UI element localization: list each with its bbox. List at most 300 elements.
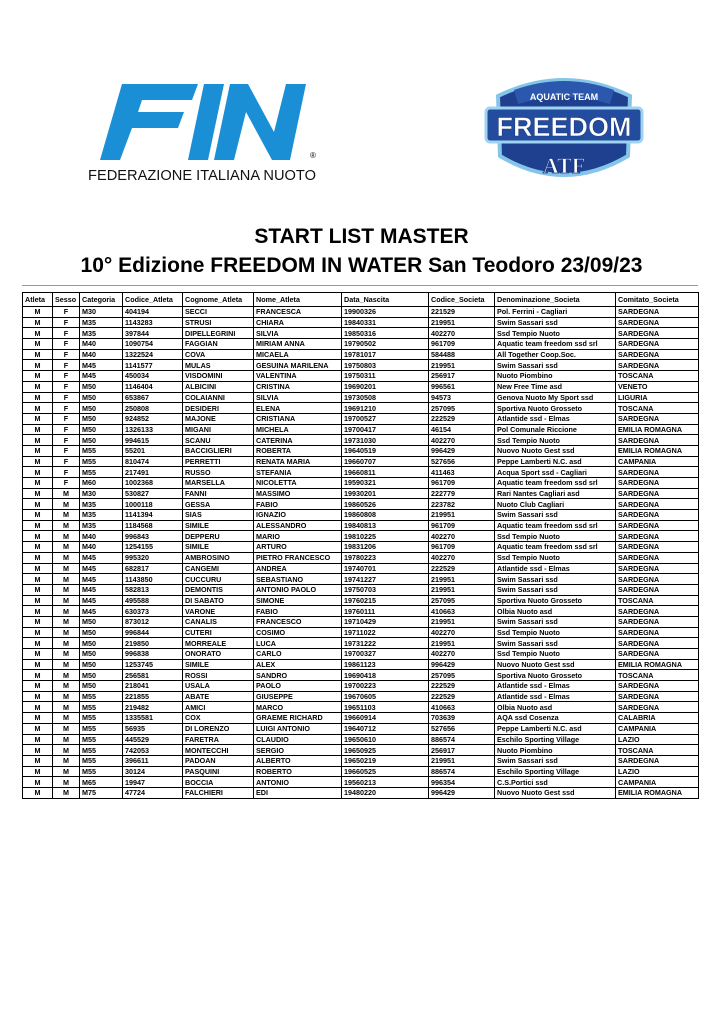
codice-atleta-cell: 47724: [123, 787, 183, 798]
codice-societa-cell: 584488: [429, 349, 495, 360]
comitato-cell: CAMPANIA: [616, 723, 699, 734]
categoria-cell: M45: [80, 595, 123, 606]
comitato-cell: LAZIO: [616, 734, 699, 745]
societa-cell: Ssd Tempio Nuoto: [495, 435, 616, 446]
data-nascita-cell: 19780223: [342, 552, 429, 563]
categoria-cell: M55: [80, 467, 123, 478]
data-nascita-cell: 19700527: [342, 413, 429, 424]
codice-atleta-cell: 996838: [123, 649, 183, 660]
cognome-cell: BACCIGLIERI: [183, 445, 254, 456]
table-row: [23, 542, 699, 553]
cognome-cell: DI SABATO: [183, 595, 254, 606]
sesso-cell: M: [53, 638, 80, 649]
categoria-cell: M30: [80, 307, 123, 318]
atleta-cell: M: [23, 723, 53, 734]
cognome-cell: GESSA: [183, 499, 254, 510]
table-row: [23, 691, 699, 702]
data-nascita-cell: 19781017: [342, 349, 429, 360]
nome-cell: ALEX: [254, 659, 342, 670]
codice-societa-cell: 219951: [429, 638, 495, 649]
table-row: [23, 456, 699, 467]
table-row: [23, 520, 699, 531]
sesso-cell: M: [53, 777, 80, 788]
nome-cell: SIMONE: [254, 595, 342, 606]
codice-atleta-cell: 396611: [123, 755, 183, 766]
codice-societa-cell: 256917: [429, 371, 495, 382]
codice-atleta-cell: 256581: [123, 670, 183, 681]
sesso-cell: M: [53, 766, 80, 777]
sesso-cell: M: [53, 702, 80, 713]
societa-cell: Atlantide ssd - Elmas: [495, 413, 616, 424]
categoria-cell: M40: [80, 531, 123, 542]
societa-cell: Ssd Tempio Nuoto: [495, 627, 616, 638]
atleta-cell: M: [23, 606, 53, 617]
cognome-cell: DEMONTIS: [183, 584, 254, 595]
cognome-cell: MULAS: [183, 360, 254, 371]
nome-cell: RENATA MARIA: [254, 456, 342, 467]
societa-cell: Eschilo Sporting Village: [495, 766, 616, 777]
cognome-cell: DESIDERI: [183, 403, 254, 414]
codice-atleta-cell: 1326133: [123, 424, 183, 435]
codice-societa-cell: 219951: [429, 360, 495, 371]
table-row: [23, 681, 699, 692]
start-list-table: [22, 292, 699, 799]
table-row: [23, 787, 699, 798]
atleta-cell: M: [23, 627, 53, 638]
categoria-cell: M45: [80, 584, 123, 595]
table-row: [23, 307, 699, 318]
codice-societa-cell: 961709: [429, 520, 495, 531]
categoria-cell: M55: [80, 723, 123, 734]
nome-cell: FABIO: [254, 606, 342, 617]
title-divider: [22, 285, 698, 286]
atleta-cell: M: [23, 478, 53, 489]
cognome-cell: COLAIANNI: [183, 392, 254, 403]
comitato-cell: TOSCANA: [616, 403, 699, 414]
codice-atleta-cell: 1322524: [123, 349, 183, 360]
sesso-cell: M: [53, 552, 80, 563]
data-nascita-cell: 19900326: [342, 307, 429, 318]
atleta-cell: M: [23, 595, 53, 606]
sesso-cell: M: [53, 616, 80, 627]
sesso-cell: M: [53, 531, 80, 542]
nome-cell: MASSIMO: [254, 488, 342, 499]
fin-logo: [88, 76, 328, 186]
atleta-cell: M: [23, 424, 53, 435]
nome-cell: ANDREA: [254, 563, 342, 574]
table-row: [23, 649, 699, 660]
column-header: Atleta: [23, 293, 53, 307]
nome-cell: STEFANIA: [254, 467, 342, 478]
societa-cell: Atlantide ssd - Elmas: [495, 563, 616, 574]
societa-cell: Olbia Nuoto asd: [495, 702, 616, 713]
table-row: [23, 381, 699, 392]
nome-cell: VALENTINA: [254, 371, 342, 382]
codice-atleta-cell: 55201: [123, 445, 183, 456]
codice-societa-cell: 410663: [429, 606, 495, 617]
societa-cell: Swim Sassari ssd: [495, 574, 616, 585]
nome-cell: CATERINA: [254, 435, 342, 446]
comitato-cell: SARDEGNA: [616, 488, 699, 499]
codice-societa-cell: 222779: [429, 488, 495, 499]
table-row: [23, 424, 699, 435]
codice-societa-cell: 961709: [429, 339, 495, 350]
codice-societa-cell: 223782: [429, 499, 495, 510]
data-nascita-cell: 19640519: [342, 445, 429, 456]
nome-cell: CARLO: [254, 649, 342, 660]
comitato-cell: SARDEGNA: [616, 307, 699, 318]
societa-cell: Swim Sassari ssd: [495, 360, 616, 371]
societa-cell: Eschilo Sporting Village: [495, 734, 616, 745]
table-row: [23, 467, 699, 478]
atleta-cell: M: [23, 755, 53, 766]
comitato-cell: SARDEGNA: [616, 349, 699, 360]
sesso-cell: M: [53, 488, 80, 499]
atleta-cell: M: [23, 392, 53, 403]
table-row: [23, 552, 699, 563]
cognome-cell: MIGANI: [183, 424, 254, 435]
data-nascita-cell: 19660914: [342, 713, 429, 724]
table-row: [23, 627, 699, 638]
comitato-cell: SARDEGNA: [616, 755, 699, 766]
atleta-cell: M: [23, 766, 53, 777]
codice-atleta-cell: 1335581: [123, 713, 183, 724]
comitato-cell: TOSCANA: [616, 595, 699, 606]
codice-atleta-cell: 873012: [123, 616, 183, 627]
nome-cell: MICHELA: [254, 424, 342, 435]
societa-cell: Atlantide ssd - Elmas: [495, 681, 616, 692]
nome-cell: ANTONIO PAOLO: [254, 584, 342, 595]
data-nascita-cell: 19700417: [342, 424, 429, 435]
sesso-cell: M: [53, 670, 80, 681]
codice-atleta-cell: 682817: [123, 563, 183, 574]
societa-cell: Swim Sassari ssd: [495, 616, 616, 627]
codice-societa-cell: 219951: [429, 317, 495, 328]
codice-societa-cell: 402270: [429, 649, 495, 660]
table-row: [23, 595, 699, 606]
codice-atleta-cell: 56935: [123, 723, 183, 734]
cognome-cell: AMBROSINO: [183, 552, 254, 563]
codice-societa-cell: 219951: [429, 510, 495, 521]
categoria-cell: M50: [80, 649, 123, 660]
cognome-cell: ROSSI: [183, 670, 254, 681]
sesso-cell: F: [53, 467, 80, 478]
cognome-cell: PADOAN: [183, 755, 254, 766]
document-title: START LIST MASTER: [254, 225, 469, 248]
codice-atleta-cell: 221855: [123, 691, 183, 702]
categoria-cell: M50: [80, 381, 123, 392]
codice-atleta-cell: 445529: [123, 734, 183, 745]
table-row: [23, 713, 699, 724]
data-nascita-cell: 19700223: [342, 681, 429, 692]
codice-atleta-cell: 218041: [123, 681, 183, 692]
categoria-cell: M45: [80, 574, 123, 585]
comitato-cell: SARDEGNA: [616, 520, 699, 531]
codice-atleta-cell: 630373: [123, 606, 183, 617]
codice-societa-cell: 996429: [429, 659, 495, 670]
categoria-cell: M50: [80, 413, 123, 424]
table-row: [23, 616, 699, 627]
nome-cell: ROBERTA: [254, 445, 342, 456]
codice-societa-cell: 257095: [429, 595, 495, 606]
nome-cell: SILVIA: [254, 392, 342, 403]
cognome-cell: FALCHIERI: [183, 787, 254, 798]
societa-cell: Ssd Tempio Nuoto: [495, 328, 616, 339]
societa-cell: Nuoto Club Cagliari: [495, 499, 616, 510]
codice-societa-cell: 527656: [429, 456, 495, 467]
data-nascita-cell: 19690201: [342, 381, 429, 392]
codice-societa-cell: 402270: [429, 435, 495, 446]
codice-societa-cell: 411463: [429, 467, 495, 478]
atleta-cell: M: [23, 413, 53, 424]
societa-cell: Nuovo Nuoto Gest ssd: [495, 659, 616, 670]
nome-cell: ELENA: [254, 403, 342, 414]
categoria-cell: M50: [80, 424, 123, 435]
table-row: [23, 349, 699, 360]
categoria-cell: M50: [80, 638, 123, 649]
categoria-cell: M60: [80, 478, 123, 489]
data-nascita-cell: 19760111: [342, 606, 429, 617]
categoria-cell: M40: [80, 542, 123, 553]
comitato-cell: CAMPANIA: [616, 777, 699, 788]
comitato-cell: LIGURIA: [616, 392, 699, 403]
table-row: [23, 574, 699, 585]
comitato-cell: TOSCANA: [616, 371, 699, 382]
cognome-cell: VARONE: [183, 606, 254, 617]
codice-societa-cell: 402270: [429, 531, 495, 542]
table-row: [23, 734, 699, 745]
freedom-name: FREEDOM: [496, 112, 632, 142]
codice-atleta-cell: 995320: [123, 552, 183, 563]
sesso-cell: F: [53, 424, 80, 435]
comitato-cell: SARDEGNA: [616, 574, 699, 585]
table-row: [23, 339, 699, 350]
sesso-cell: M: [53, 542, 80, 553]
data-nascita-cell: 19860526: [342, 499, 429, 510]
data-nascita-cell: 19670605: [342, 691, 429, 702]
categoria-cell: M50: [80, 627, 123, 638]
sesso-cell: M: [53, 787, 80, 798]
nome-cell: MARCO: [254, 702, 342, 713]
categoria-cell: M55: [80, 734, 123, 745]
societa-cell: Sportiva Nuoto Grosseto: [495, 670, 616, 681]
data-nascita-cell: 19731222: [342, 638, 429, 649]
categoria-cell: M50: [80, 681, 123, 692]
table-row: [23, 563, 699, 574]
codice-atleta-cell: 1143850: [123, 574, 183, 585]
data-nascita-cell: 19691210: [342, 403, 429, 414]
data-nascita-cell: 19741227: [342, 574, 429, 585]
codice-societa-cell: 961709: [429, 478, 495, 489]
codice-societa-cell: 402270: [429, 627, 495, 638]
codice-atleta-cell: 1143283: [123, 317, 183, 328]
codice-societa-cell: 402270: [429, 328, 495, 339]
fin-registered-mark: ®: [310, 151, 316, 160]
table-row: [23, 403, 699, 414]
sesso-cell: M: [53, 755, 80, 766]
sesso-cell: M: [53, 681, 80, 692]
codice-societa-cell: 886574: [429, 734, 495, 745]
comitato-cell: SARDEGNA: [616, 467, 699, 478]
cognome-cell: STRUSI: [183, 317, 254, 328]
sesso-cell: M: [53, 745, 80, 756]
table-row: [23, 702, 699, 713]
nome-cell: MIRIAM ANNA: [254, 339, 342, 350]
table-row: [23, 413, 699, 424]
comitato-cell: SARDEGNA: [616, 531, 699, 542]
categoria-cell: M35: [80, 499, 123, 510]
data-nascita-cell: 19850316: [342, 328, 429, 339]
table-header-row: [23, 293, 699, 307]
atleta-cell: M: [23, 520, 53, 531]
atleta-cell: M: [23, 381, 53, 392]
codice-societa-cell: 222529: [429, 681, 495, 692]
atleta-cell: M: [23, 745, 53, 756]
comitato-cell: SARDEGNA: [616, 681, 699, 692]
codice-societa-cell: 527656: [429, 723, 495, 734]
categoria-cell: M55: [80, 766, 123, 777]
comitato-cell: EMILIA ROMAGNA: [616, 445, 699, 456]
cognome-cell: COX: [183, 713, 254, 724]
codice-societa-cell: 410663: [429, 702, 495, 713]
codice-atleta-cell: 1146404: [123, 381, 183, 392]
sesso-cell: M: [53, 584, 80, 595]
event-title: 10° Edizione FREEDOM IN WATER San Teodoro 23/09/23: [80, 254, 643, 277]
comitato-cell: SARDEGNA: [616, 702, 699, 713]
data-nascita-cell: 19840813: [342, 520, 429, 531]
cognome-cell: MORREALE: [183, 638, 254, 649]
nome-cell: IGNAZIO: [254, 510, 342, 521]
data-nascita-cell: 19650219: [342, 755, 429, 766]
nome-cell: ARTURO: [254, 542, 342, 553]
comitato-cell: VENETO: [616, 381, 699, 392]
data-nascita-cell: 19690418: [342, 670, 429, 681]
codice-atleta-cell: 1141394: [123, 510, 183, 521]
comitato-cell: SARDEGNA: [616, 606, 699, 617]
codice-atleta-cell: 217491: [123, 467, 183, 478]
comitato-cell: SARDEGNA: [616, 542, 699, 553]
atleta-cell: M: [23, 670, 53, 681]
comitato-cell: SARDEGNA: [616, 339, 699, 350]
comitato-cell: SARDEGNA: [616, 478, 699, 489]
cognome-cell: SIAS: [183, 510, 254, 521]
comitato-cell: CAMPANIA: [616, 456, 699, 467]
codice-atleta-cell: 219850: [123, 638, 183, 649]
sesso-cell: F: [53, 371, 80, 382]
categoria-cell: M50: [80, 403, 123, 414]
societa-cell: New Free Time asd: [495, 381, 616, 392]
table-row: [23, 638, 699, 649]
categoria-cell: M50: [80, 659, 123, 670]
codice-societa-cell: 996354: [429, 777, 495, 788]
nome-cell: FRANCESCA: [254, 307, 342, 318]
societa-cell: Swim Sassari ssd: [495, 510, 616, 521]
societa-cell: Peppe Lamberti N.C. asd: [495, 723, 616, 734]
categoria-cell: M50: [80, 435, 123, 446]
comitato-cell: CALABRIA: [616, 713, 699, 724]
comitato-cell: LAZIO: [616, 766, 699, 777]
nome-cell: COSIMO: [254, 627, 342, 638]
categoria-cell: M65: [80, 777, 123, 788]
freedom-logo: [478, 70, 650, 188]
cognome-cell: SIMILE: [183, 520, 254, 531]
codice-societa-cell: 222529: [429, 563, 495, 574]
codice-societa-cell: 256917: [429, 745, 495, 756]
codice-atleta-cell: 924852: [123, 413, 183, 424]
sesso-cell: F: [53, 328, 80, 339]
nome-cell: ROBERTO: [254, 766, 342, 777]
data-nascita-cell: 19650610: [342, 734, 429, 745]
data-nascita-cell: 19730508: [342, 392, 429, 403]
codice-atleta-cell: 1253745: [123, 659, 183, 670]
atleta-cell: M: [23, 456, 53, 467]
comitato-cell: SARDEGNA: [616, 510, 699, 521]
cognome-cell: CANALIS: [183, 616, 254, 627]
atleta-cell: M: [23, 542, 53, 553]
categoria-cell: M35: [80, 317, 123, 328]
data-nascita-cell: 19660707: [342, 456, 429, 467]
nome-cell: GESUINA MARILENA: [254, 360, 342, 371]
comitato-cell: SARDEGNA: [616, 328, 699, 339]
sesso-cell: M: [53, 659, 80, 670]
codice-atleta-cell: 250808: [123, 403, 183, 414]
nome-cell: CLAUDIO: [254, 734, 342, 745]
column-header: Codice_Societa: [429, 293, 495, 307]
categoria-cell: M50: [80, 616, 123, 627]
codice-societa-cell: 703639: [429, 713, 495, 724]
table-row: [23, 531, 699, 542]
categoria-cell: M40: [80, 339, 123, 350]
codice-atleta-cell: 1184568: [123, 520, 183, 531]
sesso-cell: M: [53, 606, 80, 617]
data-nascita-cell: 19861123: [342, 659, 429, 670]
codice-societa-cell: 257095: [429, 403, 495, 414]
nome-cell: FABIO: [254, 499, 342, 510]
nome-cell: ALESSANDRO: [254, 520, 342, 531]
comitato-cell: SARDEGNA: [616, 435, 699, 446]
table-row: [23, 392, 699, 403]
codice-societa-cell: 221529: [429, 307, 495, 318]
cognome-cell: AMICI: [183, 702, 254, 713]
sesso-cell: F: [53, 445, 80, 456]
codice-societa-cell: 46154: [429, 424, 495, 435]
societa-cell: Aquatic team freedom ssd srl: [495, 339, 616, 350]
table-row: [23, 777, 699, 788]
codice-atleta-cell: 994615: [123, 435, 183, 446]
sesso-cell: F: [53, 317, 80, 328]
data-nascita-cell: 19651103: [342, 702, 429, 713]
cognome-cell: COVA: [183, 349, 254, 360]
data-nascita-cell: 19790502: [342, 339, 429, 350]
atleta-cell: M: [23, 702, 53, 713]
freedom-mark: ATF: [542, 153, 586, 178]
sesso-cell: M: [53, 691, 80, 702]
atleta-cell: M: [23, 488, 53, 499]
cognome-cell: SIMILE: [183, 659, 254, 670]
codice-societa-cell: 219951: [429, 616, 495, 627]
sesso-cell: F: [53, 381, 80, 392]
categoria-cell: M55: [80, 691, 123, 702]
atleta-cell: M: [23, 467, 53, 478]
comitato-cell: SARDEGNA: [616, 499, 699, 510]
codice-atleta-cell: 450034: [123, 371, 183, 382]
column-header: Categoria: [80, 293, 123, 307]
atleta-cell: M: [23, 531, 53, 542]
atleta-cell: M: [23, 777, 53, 788]
cognome-cell: ALBICINI: [183, 381, 254, 392]
categoria-cell: M55: [80, 713, 123, 724]
sesso-cell: F: [53, 307, 80, 318]
